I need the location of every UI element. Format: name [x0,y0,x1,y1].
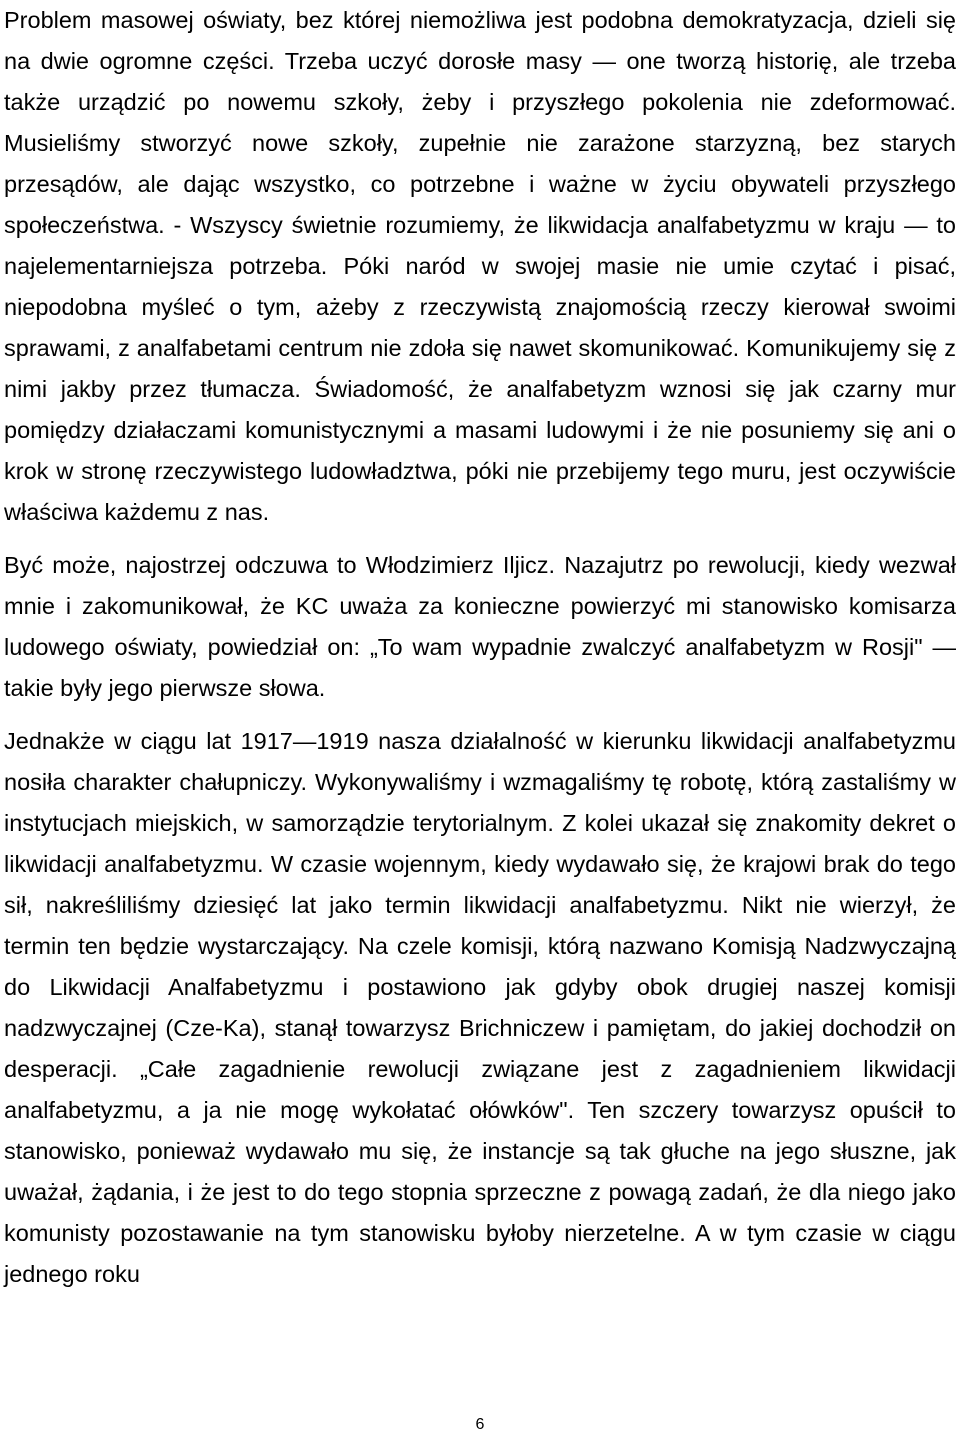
paragraph-1: Problem masowej oświaty, bez której niemożliwa jest podobna demokratyzacja, dzieli się na dwie ogromne części. Trzeba uczyć dorosłe masy — one tworzą historię, ale trzeba także urządzić po nowemu szkoły, żeby i przyszłego pokolenia nie zdeformować. Musieliśmy stworzyć nowe szkoły, zupełnie nie zarażone starzyzną, bez starych przesądów, ale dając wszystko, co potrzebne i ważne w życiu obywateli przyszłego społeczeństwa. - Wszyscy świetnie rozumiemy, że likwidacja analfabetyzmu w kraju — to najelementarniejsza potrzeba. Póki naród w swojej masie nie umie czytać i pisać, niepodobna myśleć o tym, ażeby z rzeczywistą znajomością rzeczy kierował swoimi sprawami, z analfabetami centrum nie zdoła się nawet skomunikować. Komunikujemy się z nimi jakby przez tłumacza. Świadomość, że analfabetyzm wznosi się jak czarny mur pomiędzy działaczami komunistycznymi a masami ludowymi i że nie posuniemy się ani o krok w stronę rzeczywistego ludowładztwa, póki nie przebijemy tego muru, jest oczywiście właściwa każdemu z nas. [4,7,956,525]
page-number: 6 [475,1416,485,1433]
paragraph-2: Być może, najostrzej odczuwa to Włodzimierz Iljicz. Nazajutrz po rewolucji, kiedy wezwał mnie i zakomunikował, że KC uważa za konieczne powierzyć mi stanowisko komisarza ludowego oświaty, powiedział on: „To wam wypadnie zwalczyć analfabetyzm w Rosji" — takie były jego pierwsze słowa. [4,552,956,701]
paragraph-3: Jednakże w ciągu lat 1917—1919 nasza działalność w kierunku likwidacji analfabetyzmu nosiła charakter chałupniczy. Wykonywaliśmy i wzmagaliśmy tę robotę, którą zastaliśmy w instytucjach miejskich, w samorządzie terytorialnym. Z kolei ukazał się znakomity dekret o likwidacji analfabetyzmu. W czasie wojennym, kiedy wydawało się, że krajowi brak do tego sił, nakreśliliśmy dziesięć lat jako termin likwidacji analfabetyzmu. Nikt nie wierzył, że termin ten będzie wystarczający. Na czele komisji, którą nazwano Komisją Nadzwyczajną do Likwidacji Analfabetyzmu i postawiono jak gdyby obok drugiej naszej komisji nadzwyczajnej (Cze-Ka), stanął towarzysz Brichniczew i pamiętam, do jakiej dochodził on desperacji. „Całe zagadnienie rewolucji związane jest z zagadnieniem likwidacji analfabetyzmu, a ja nie mogę wykołatać ołówków". Ten szczery towarzysz opuścił to stanowisko, ponieważ wydawało mu się, że instancje są tak głuche na jego słuszne, jak uważał, żądania, i że jest to do tego stopnia sprzeczne z powagą zadań, że dla niego jako komunisty pozostawanie na tym stanowisku byłoby nierzetelne. A w tym czasie w ciągu jednego roku [4,728,956,1287]
page-body [4,0,956,1295]
